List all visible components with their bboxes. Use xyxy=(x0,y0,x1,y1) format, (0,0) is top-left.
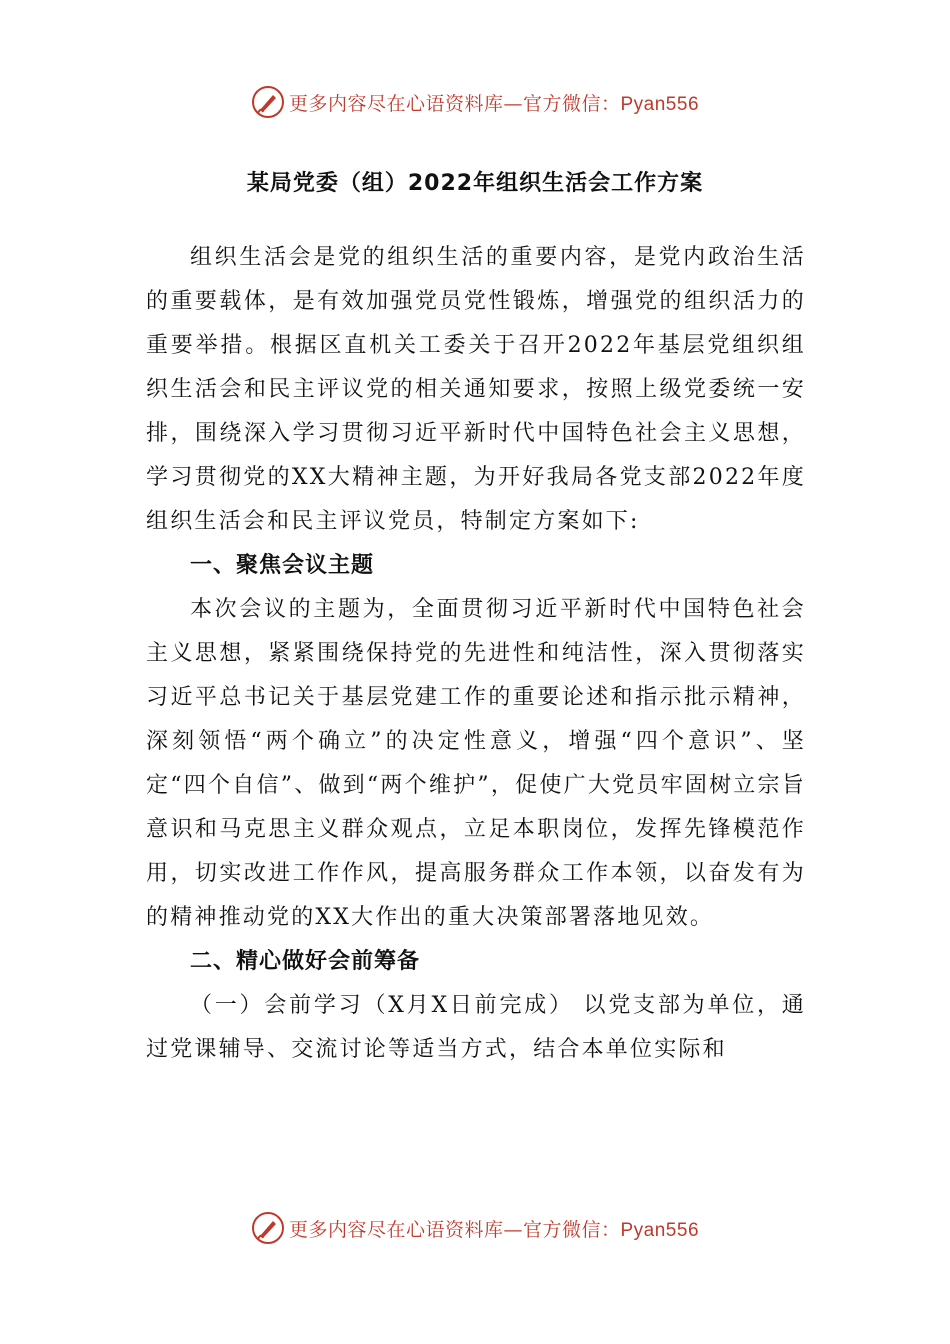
document-body xyxy=(146,236,806,1072)
document-title: 某局党委（组）2022年组织生活会工作方案 xyxy=(246,171,704,196)
section-1-heading: 一、聚焦会议主题 xyxy=(190,553,375,578)
pen-logo-icon xyxy=(251,1211,285,1245)
pen-logo-icon xyxy=(251,85,285,119)
section-1-paragraph: 本次会议的主题为，全面贯彻习近平新时代中国特色社会主义思想，紧紧围绕保持党的先进性和纯洁性，深入贯彻落实习近平总书记关于基层党建工作的重要论述和指示批示精神，深刻领悟“两个确立”的决定性意义，增强“四个意识”、坚定“四个自信”、做到“两个维护”，促使广大党员牢固树立宗旨意识和马克思主义群众观点，立足本职岗位，发挥先锋模范作用，切实改进工作作风，提高服务群众工作本领，以奋发有为的精神推动党的XX大作出的重大决策部署落地见效。 xyxy=(146,597,806,930)
section-2-paragraph: （一）会前学习（X月X日前完成） 以党支部为单位，通过党课辅导、交流讨论等适当方式，结合本单位实际和 xyxy=(146,993,806,1062)
intro-paragraph: 组织生活会是党的组织生活的重要内容，是党内政治生活的重要载体，是有效加强党员党性锻炼，增强党的组织活力的重要举措。根据区直机关工委关于召开2022年基层党组织组织生活会和民主评议党的相关通知要求，按照上级党委统一安排，围绕深入学习贯彻习近平新时代中国特色社会主义思想，学习贯彻党的XX大精神主题，为开好我局各党支部2022年度组织生活会和民主评议党员，特制定方案如下: xyxy=(146,245,806,534)
wechat-id: Pyan556 xyxy=(620,1219,700,1241)
header-watermark xyxy=(0,82,950,122)
watermark-text: 更多内容尽在心语资料库—官方微信：Pyan556 xyxy=(288,92,700,115)
watermark-text: 更多内容尽在心语资料库—官方微信：Pyan556 xyxy=(288,1218,700,1241)
footer-watermark xyxy=(0,1208,950,1248)
wechat-id: Pyan556 xyxy=(620,93,700,115)
section-2-heading: 二、精心做好会前筹备 xyxy=(190,949,421,974)
